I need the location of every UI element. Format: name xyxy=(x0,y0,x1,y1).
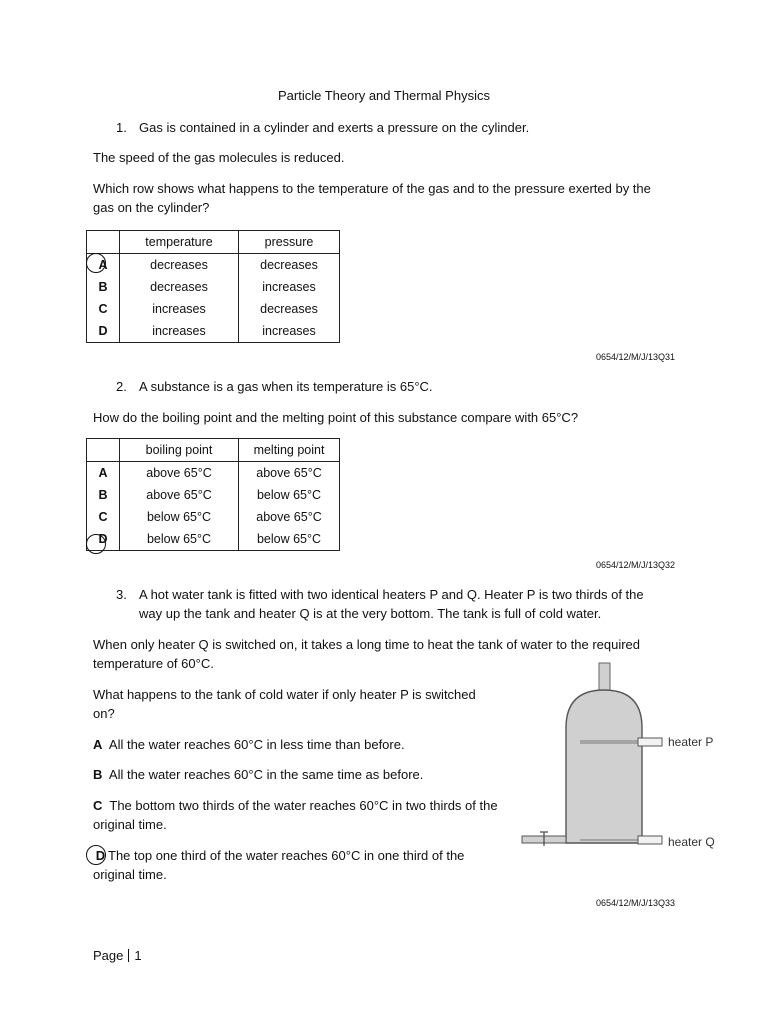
row-letter: A xyxy=(87,462,120,485)
question-2-table xyxy=(86,438,340,551)
option-c xyxy=(93,796,498,815)
table-header-melting-point: melting point xyxy=(239,439,340,462)
table-row xyxy=(87,462,340,485)
table-corner-cell xyxy=(87,231,120,254)
heater-q-terminal xyxy=(638,836,662,844)
table-row xyxy=(87,320,340,343)
question-1-question: Which row shows what happens to the temperature of the gas and to the pressure exerted by the gas on the cylinder? xyxy=(93,181,651,215)
row-cell: below 65°C xyxy=(239,528,340,551)
page-number: 1 xyxy=(134,948,142,963)
question-2-number: 2. xyxy=(116,379,127,394)
table-corner-cell xyxy=(87,439,120,462)
row-cell: above 65°C xyxy=(239,506,340,528)
answer-circle-q1 xyxy=(86,253,106,273)
page-label: Page xyxy=(93,948,124,963)
heater-p-terminal xyxy=(638,738,662,746)
question-3-question-line2: on? xyxy=(93,706,115,721)
row-cell: decreases xyxy=(239,298,340,320)
question-2-stem: A substance is a gas when its temperature is 65°C. xyxy=(139,379,433,394)
option-d-text-line2: original time. xyxy=(93,867,167,882)
table-row xyxy=(87,506,340,528)
question-3-stem-line1: A hot water tank is fitted with two identical heaters P and Q. Heater P is two thirds of the xyxy=(139,587,644,602)
option-c-letter: C xyxy=(93,798,103,813)
question-2-reference: 0654/12/M/J/13Q32 xyxy=(595,560,675,570)
row-letter: D xyxy=(87,320,120,343)
row-letter: A xyxy=(87,254,120,277)
row-letter: B xyxy=(87,484,120,506)
row-letter: C xyxy=(87,298,120,320)
row-cell: below 65°C xyxy=(239,484,340,506)
footer-separator xyxy=(128,949,129,962)
table-row xyxy=(87,484,340,506)
table-row xyxy=(87,298,340,320)
page-footer xyxy=(93,946,142,965)
option-d-letter: D xyxy=(95,848,106,863)
row-cell: decreases xyxy=(239,254,340,277)
table-header-temperature: temperature xyxy=(120,231,239,254)
question-1-table xyxy=(86,230,340,343)
row-cell: increases xyxy=(239,276,340,298)
option-c-text-line1: The bottom two thirds of the water reaches 60°C in two thirds of the xyxy=(109,798,498,813)
hot-water-tank-diagram xyxy=(518,660,728,855)
table-header-boiling-point: boiling point xyxy=(120,439,239,462)
option-b xyxy=(93,765,423,784)
row-letter: D xyxy=(87,528,120,551)
answer-circle-q2 xyxy=(86,534,106,554)
table-row xyxy=(87,276,340,298)
answer-circle-q3 xyxy=(86,845,106,865)
table-header-pressure: pressure xyxy=(239,231,340,254)
row-cell: decreases xyxy=(120,254,239,277)
heater-q-label: heater Q xyxy=(668,835,715,849)
question-3-question-line1: What happens to the tank of cold water if only heater P is switched xyxy=(93,687,476,702)
option-a-letter: A xyxy=(93,737,103,752)
question-1-number: 1. xyxy=(116,120,127,135)
option-d-text-line1: The top one third of the water reaches 60°C in one third of the xyxy=(108,848,465,863)
page-title: Particle Theory and Thermal Physics xyxy=(278,88,490,103)
question-1-reference: 0654/12/M/J/13Q31 xyxy=(595,352,675,362)
option-a xyxy=(93,735,405,754)
row-letter: C xyxy=(87,506,120,528)
top-pipe xyxy=(599,663,610,690)
option-a-text: All the water reaches 60°C in less time than before. xyxy=(108,737,405,752)
row-cell: above 65°C xyxy=(239,462,340,485)
table-row xyxy=(87,254,340,277)
question-1-stem: Gas is contained in a cylinder and exerts a pressure on the cylinder. xyxy=(139,120,530,135)
option-b-text: All the water reaches 60°C in the same time as before. xyxy=(108,767,424,782)
option-c-text-line2: original time. xyxy=(93,817,167,832)
row-cell: increases xyxy=(120,298,239,320)
option-d xyxy=(93,846,464,865)
row-cell: below 65°C xyxy=(120,506,239,528)
question-2-question: How do the boiling point and the melting point of this substance compare with 65°C? xyxy=(93,410,579,425)
heater-p-label: heater P xyxy=(668,735,714,749)
row-cell: increases xyxy=(239,320,340,343)
tank-body xyxy=(566,690,642,843)
row-letter: B xyxy=(87,276,120,298)
table-header-row xyxy=(87,231,340,254)
table-header-row xyxy=(87,439,340,462)
question-3-context-line2: temperature of 60°C. xyxy=(93,656,214,671)
table-row xyxy=(87,528,340,551)
row-cell: increases xyxy=(120,320,239,343)
option-b-letter: B xyxy=(93,767,103,782)
row-cell: decreases xyxy=(120,276,239,298)
row-cell: below 65°C xyxy=(120,528,239,551)
question-1-line2: The speed of the gas molecules is reduced. xyxy=(93,150,345,165)
question-3-context-line1: When only heater Q is switched on, it takes a long time to heat the tank of water to the required xyxy=(93,637,641,652)
row-cell: above 65°C xyxy=(120,462,239,485)
question-3-reference: 0654/12/M/J/13Q33 xyxy=(595,898,675,908)
row-cell: above 65°C xyxy=(120,484,239,506)
question-3-number: 3. xyxy=(116,587,127,602)
question-3-stem-line2: way up the tank and heater Q is at the very bottom. The tank is full of cold water. xyxy=(139,606,602,621)
